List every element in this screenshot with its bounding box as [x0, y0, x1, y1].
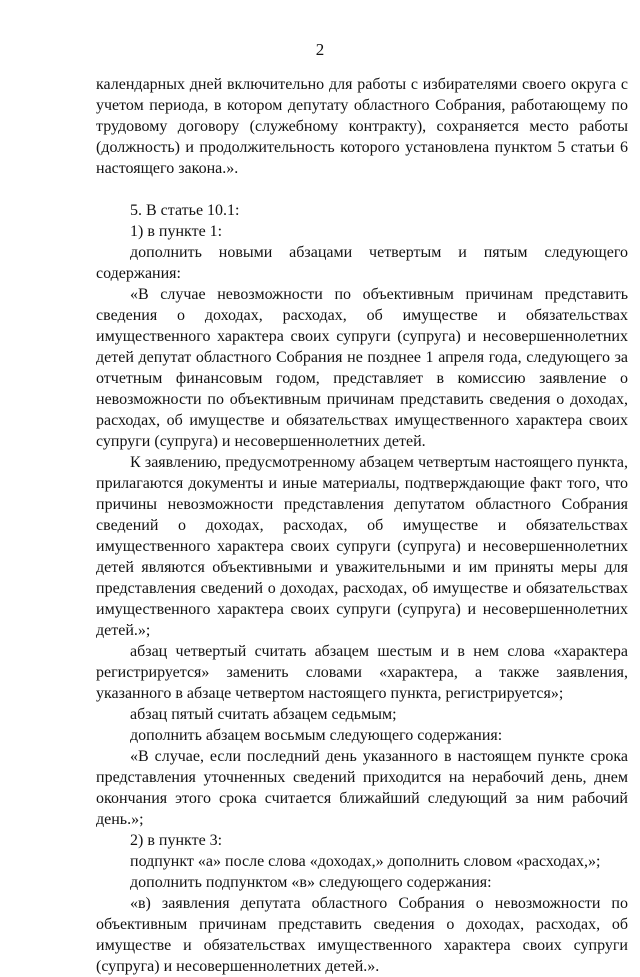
paragraph-instruction: дополнить подпунктом «в» следующего содержания: — [130, 874, 492, 891]
paragraph-quote: «В случае, если последний день указанного в настоящем пункте срока представления уточненных сведений приходится на нерабочий день, днем окончания этого срока считается ближайший следующий за ним рабочий день.»; — [96, 748, 628, 828]
document-body — [96, 74, 628, 977]
paragraph-continuation: календарных дней включительно для работы с избирателями своего округа с учетом периода, в котором депутату областного Собрания, работающему по трудовому договору (служебному контракту), сохраняется место работы (должность) и продолжительность которого установлена пунктом 5 статьи 6 настоящего закона.». — [96, 76, 628, 177]
paragraph-amendment: абзац четвертый считать абзацем шестым и в нем слова «характера регистрируется» заменить словами «характера, а также заявления, указанного в абзаце четвертом настоящего пункта, регистрируется»; — [96, 643, 628, 702]
paragraph-quote: «в) заявления депутата областного Собрания о невозможности по объективным причинам представить сведения о доходах, расходах, об имуществе и обязательствах имущественного характера своих супруги (супруга) и несовершеннолетних детей.». — [96, 895, 628, 975]
paragraph-subsection: 2) в пункте 3: — [130, 832, 223, 849]
page-number: 2 — [315, 40, 325, 59]
paragraph-subsection: 1) в пункте 1: — [130, 223, 223, 240]
paragraph-amendment: подпункт «а» после слова «доходах,» дополнить словом «расходах,»; — [130, 853, 601, 870]
paragraph-renumber: абзац пятый считать абзацем седьмым; — [130, 706, 397, 723]
paragraph-section-heading: 5. В статье 10.1: — [130, 202, 240, 219]
paragraph-instruction: дополнить новыми абзацами четвертым и пятым следующего содержания: — [96, 244, 628, 282]
paragraph-quote: «В случае невозможности по объективным причинам представить сведения о доходах, расходах, об имуществе и обязательствах имущественного характера своих супруги (супруга) и несовершеннолетних детей депутат областного Собрания не позднее 1 апреля года, следующего за отчетным финансовым годом, представляет в комиссию заявление о невозможности по объективным причинам представить сведения о доходах, расходах, об имуществе и обязательствах имущественного характера своих супруги (супруга) и несовершеннолетних детей. — [96, 286, 628, 450]
paragraph-instruction: дополнить абзацем восьмым следующего содержания: — [130, 727, 503, 744]
paragraph-quote-continued: К заявлению, предусмотренному абзацем четвертым настоящего пункта, прилагаются документы и иные материалы, подтверждающие факт того, что причины невозможности представления депутатом областного Собрания сведений о доходах, расходах, об имуществе и обязательствах имущественного характера своих супруги (супруга) и несовершеннолетних детей являются объективными и уважительными и им приняты меры для представления сведений о доходах, расходах, об имуществе и обязательствах имущественного характера своих супруги (супруга) и несовершеннолетних детей.»; — [96, 454, 628, 639]
